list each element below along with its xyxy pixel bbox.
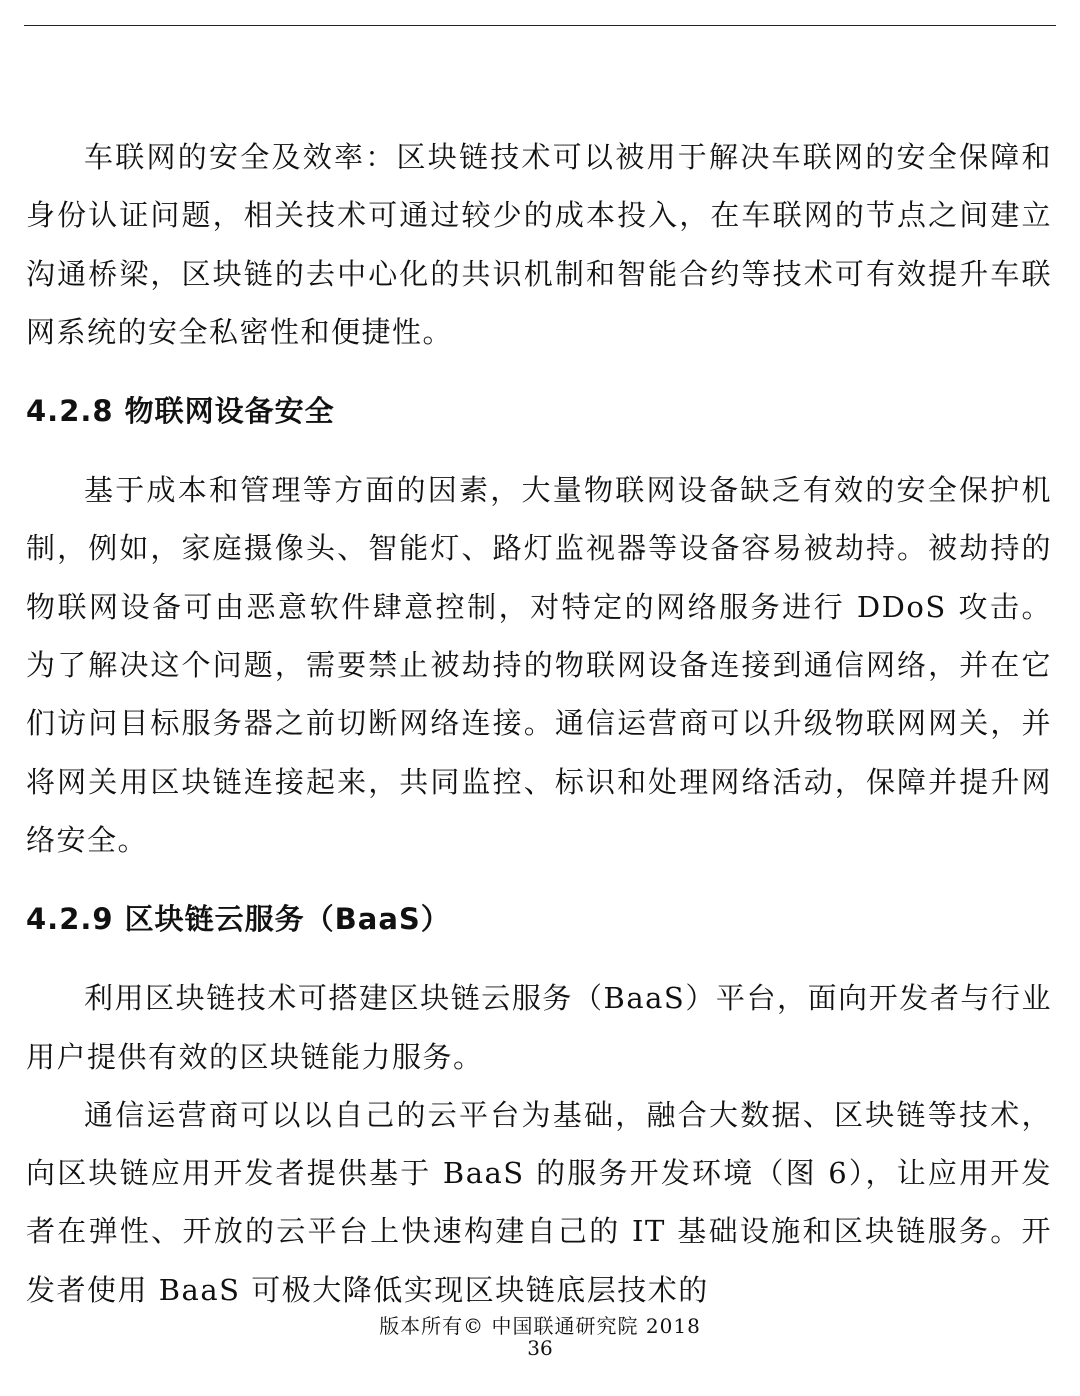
paragraph-iot-security: 基于成本和管理等方面的因素，大量物联网设备缺乏有效的安全保护机制，例如，家庭摄像头、智能灯、路灯监视器等设备容易被劫持。被劫持的物联网设备可由恶意软件肆意控制，对特定的网络服务进行 DDoS 攻击。为了解决这个问题，需要禁止被劫持的物联网设备连接到通信网络，并在它们访问目标服务器之前切断网络连接。通信运营商可以升级物联网网关，并将网关用区块链连接起来，共同监控、标识和处理网络活动，保障并提升网络安全。 bbox=[26, 473, 1052, 857]
section-heading-4-2-9: 4.2.9 区块链云服务（BaaS） bbox=[26, 902, 451, 937]
header-rule bbox=[24, 25, 1056, 26]
paragraph-baas-operator: 通信运营商可以以自己的云平台为基础，融合大数据、区块链等技术，向区块链应用开发者提供基于 BaaS 的服务开发环境（图 6），让应用开发者在弹性、开放的云平台上快速构建自己的 IT 基础设施和区块链服务。开发者使用 BaaS 可极大降低实现区块链底层技术的 bbox=[26, 1097, 1052, 1307]
paragraph-baas-intro: 利用区块链技术可搭建区块链云服务（BaaS）平台，面向开发者与行业用户提供有效的区块链能力服务。 bbox=[26, 981, 1052, 1074]
footer-copyright: 版本所有© 中国联通研究院 2018 bbox=[379, 1314, 701, 1338]
paragraph-vehicle-network: 车联网的安全及效率：区块链技术可以被用于解决车联网的安全保障和身份认证问题，相关技术可通过较少的成本投入，在车联网的节点之间建立沟通桥梁，区块链的去中心化的共识机制和智能合约等技术可有效提升车联网系统的安全私密性和便捷性。 bbox=[26, 140, 1052, 349]
page-number: 36 bbox=[527, 1336, 553, 1360]
section-heading-4-2-8: 4.2.8 物联网设备安全 bbox=[26, 394, 335, 429]
document-body bbox=[26, 128, 1052, 1319]
